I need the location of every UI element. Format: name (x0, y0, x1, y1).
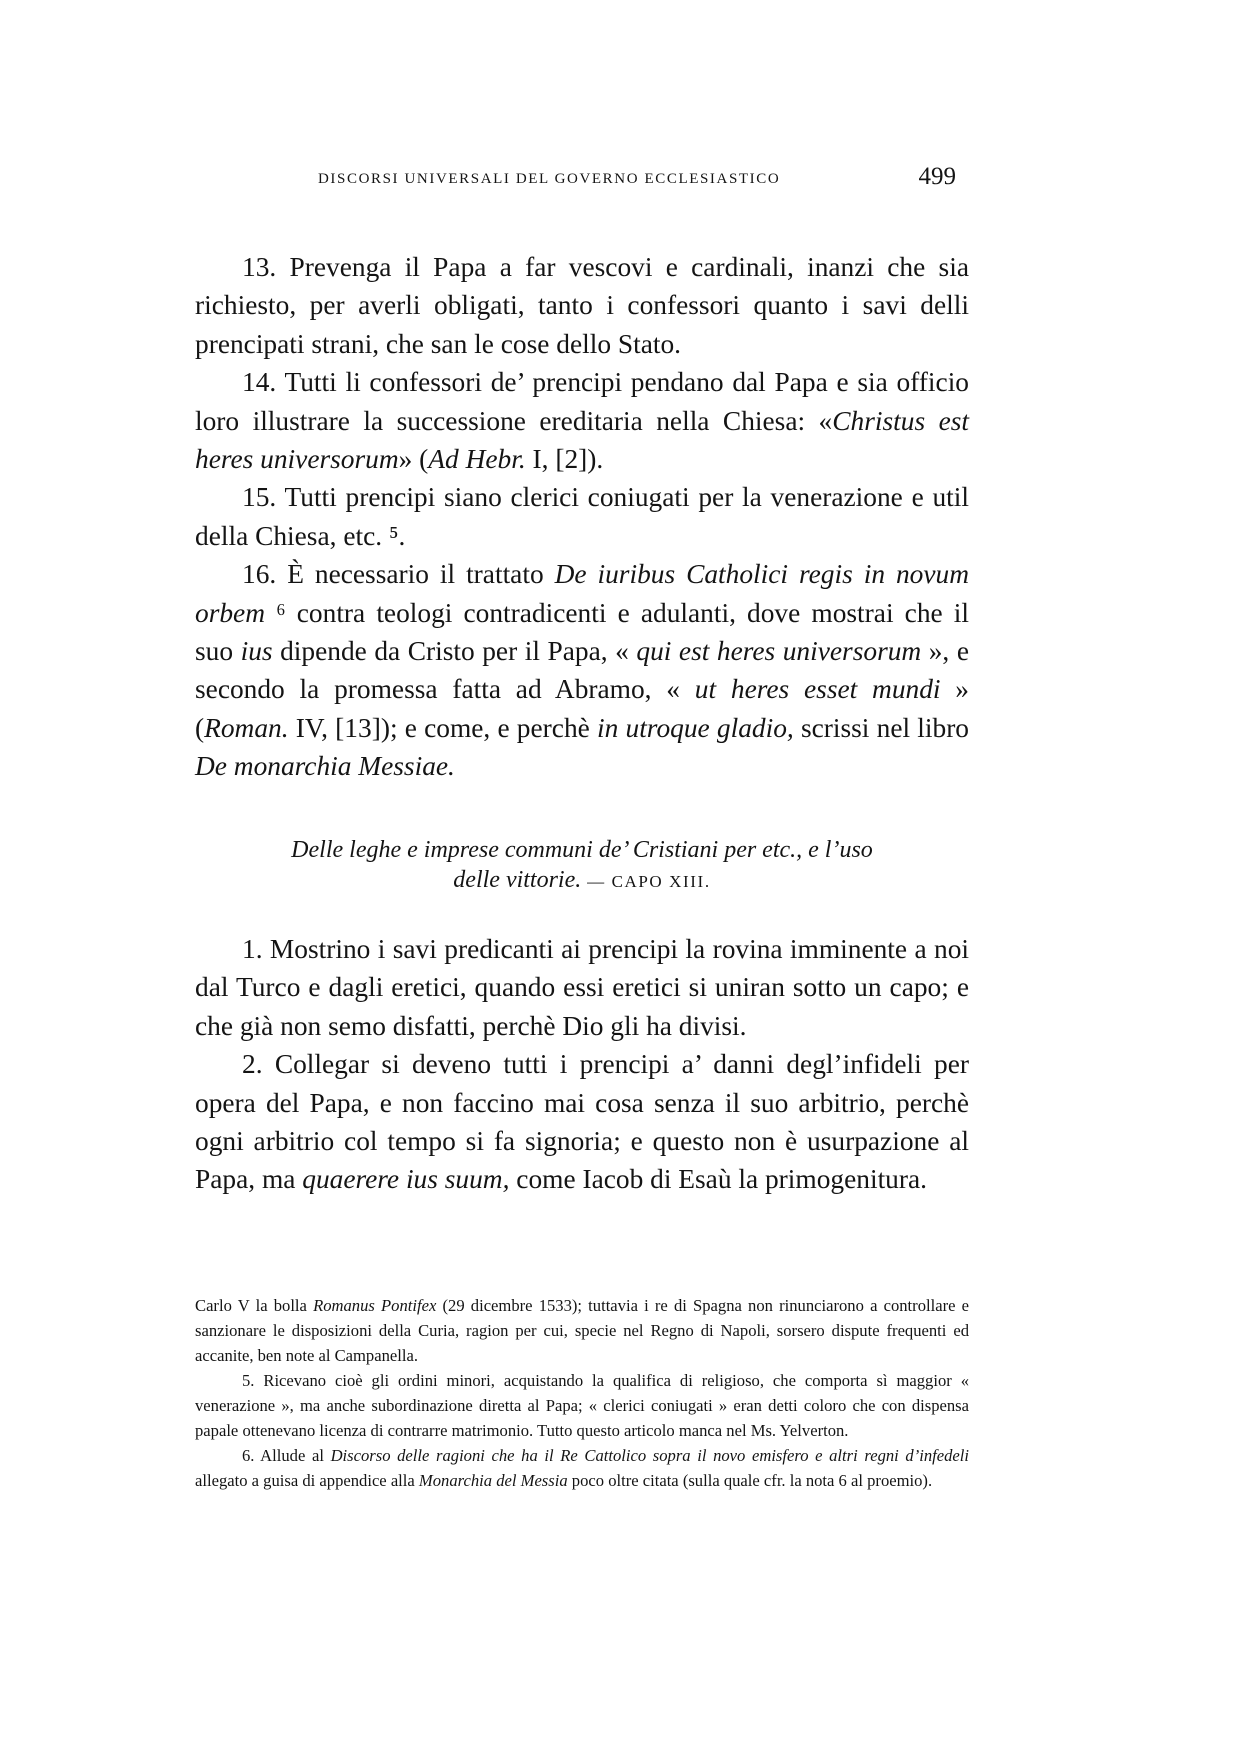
latin-phrase: in utroque gladio, (597, 712, 794, 743)
running-title: DISCORSI UNIVERSALI DEL GOVERNO ECCLESIASTICO (318, 171, 781, 187)
main-text-section-2 (195, 930, 969, 1199)
chapter-title-line-1: Delle leghe e imprese communi de’ Cristiani per etc., e l’uso (291, 837, 873, 863)
latin-term: ius (240, 636, 273, 667)
running-head (318, 164, 956, 194)
footnote-continuation: Carlo V la bolla Romanus Pontifex (29 dicembre 1533); tuttavia i re di Spagna non rinunciarono a controllare e sanzionare le disposizioni della Curia, ragion per cui, specie nel Regno di Napoli, sorsero dispute frequenti ed accanite, ben note al Campanella. (195, 1296, 970, 1365)
paragraph-14: 14. Tutti li confessori de’ prencipi pendano dal Papa e sia officio loro illustrare la successione ereditaria nella Chiesa: «Christus est heres universorum» (Ad Hebr. I, [2]). (195, 367, 969, 475)
bible-reference: Roman. (204, 712, 289, 743)
discourse-title: Discorso delle ragioni che ha il Re Cattolico sopra il novo emisfero e altri regni d’infedeli (330, 1446, 969, 1465)
latin-quote: qui est heres universorum (628, 636, 922, 667)
footnote-5: 5. Ricevano cioè gli ordini minori, acquistando la qualifica di religioso, che comporta sì maggior « venerazione », ma anche subordinazione diretta al Papa; « clerici coniugati » eran detti coloro che con dispensa papale ottenevano licenza di contrarre matrimonio. Tutto questo articolo manca nel Ms. Yelverton. (195, 1371, 969, 1440)
paragraph-13: 13. Prevenga il Papa a far vescovi e cardinali, inanzi che sia richiesto, per averli obligati, tanto i confessori quanto i savi delli prencipati strani, che san le cose dello Stato. (195, 252, 969, 359)
footnote-6: 6. Allude al Discorso delle ragioni che ha il Re Cattolico sopra il novo emisfero e altri regni d’infedeli allegato a guisa di appendice alla Monarchia del Messia poco oltre citata (sulla quale cfr. la nota 6 al proemio). (195, 1446, 969, 1490)
footnotes (195, 1293, 969, 1493)
latin-phrase: quaerere ius suum, (302, 1164, 510, 1195)
chapter-number: — CAPO XIII. (581, 872, 711, 891)
paragraph-1: 1. Mostrino i savi predicanti ai prencipi la rovina imminente a noi dal Turco e dagli eretici, quando essi eretici si uniran sotto un capo; e che già non semo disfatti, perchè Dio gli ha divisi. (195, 934, 969, 1041)
chapter-title-line-2: delle vittorie. (453, 867, 582, 893)
treatise-title: De iuribus Catholici regis in novum orbem (195, 559, 969, 628)
bull-title: Romanus Pontifex (313, 1296, 437, 1315)
latin-quote: ut heres esset mundi (680, 674, 941, 705)
paragraph-2: 2. Collegar si deveno tutti i prencipi a’ danni degl’infideli per opera del Papa, e non faccino mai cosa senza il suo arbitrio, perchè ogni arbitrio col tempo si fa signoria; e questo non è usurpazione al Papa, ma quaerere ius suum, come Iacob di Esaù la primogenitura. (195, 1049, 969, 1195)
latin-quote: Christus est heres universorum (195, 405, 969, 475)
page-number: 499 (918, 163, 956, 190)
main-text-section-1 (195, 248, 969, 786)
work-title: Monarchia del Messia (418, 1471, 568, 1490)
paragraph-15: 15. Tutti prencipi siano clerici coniugati per la venerazione e util della Chiesa, etc. ⁵. (195, 482, 969, 551)
paragraph-16: 16. È necessario il trattato De iuribus Catholici regis in novum orbem ⁶ contra teologi contradicenti e adulanti, dove mostrai che il suo ius dipende da Cristo per il Papa, « qui est heres universorum », e secondo la promessa fatta ad Abramo, « ut heres esset mundi » (Roman. IV, [13]); e come, e perchè in utroque gladio, scrissi nel libro De monarchia Messiae. (195, 559, 970, 782)
bible-reference: Ad Hebr. (428, 444, 526, 475)
chapter-heading (195, 835, 969, 897)
book-title: De monarchia Messiae. (195, 751, 455, 782)
